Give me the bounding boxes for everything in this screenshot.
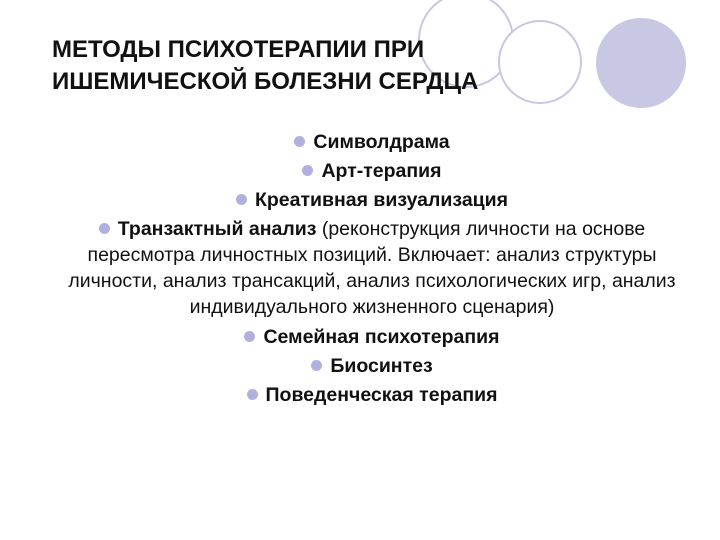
bullet-icon xyxy=(311,360,322,371)
list-item-label: Символдрама xyxy=(313,131,450,153)
slide-title-line-1: МЕТОДЫ ПСИХОТЕРАПИИ ПРИ xyxy=(52,36,425,63)
bullet-icon xyxy=(247,389,258,400)
list-item-description: (реконструкция личности на основе пересмотра личностных позиций. Включает: анализ структуры личности, анализ трансакций, анализ психологических игр, анализ индивидуального жизненного сценария) xyxy=(68,218,676,318)
list-item xyxy=(60,381,684,410)
bullet-icon xyxy=(236,194,247,205)
slide-title-line-2: ИШЕМИЧЕСКОЙ БОЛЕЗНИ СЕРДЦА xyxy=(52,68,479,95)
list-item xyxy=(60,323,684,352)
bullet-icon xyxy=(302,165,313,176)
bullet-icon xyxy=(99,223,110,234)
list-item-label: Поведенческая терапия xyxy=(265,384,498,406)
list-item-label: Транзактный анализ xyxy=(117,218,317,240)
list-item xyxy=(60,186,684,215)
bullet-icon xyxy=(244,331,255,342)
list-item-label: Креативная визуализация xyxy=(254,189,509,211)
bullet-icon xyxy=(294,136,305,147)
slide-title xyxy=(52,34,572,98)
bullet-list xyxy=(60,128,684,410)
decorative-circle-filled xyxy=(596,18,686,108)
list-item xyxy=(60,157,684,186)
list-item-label: Биосинтез xyxy=(330,355,433,377)
list-item xyxy=(60,128,684,157)
list-item xyxy=(60,216,684,320)
list-item-label: Семейная психотерапия xyxy=(263,326,500,348)
list-item-label: Арт-терапия xyxy=(321,160,442,182)
list-item xyxy=(60,352,684,381)
